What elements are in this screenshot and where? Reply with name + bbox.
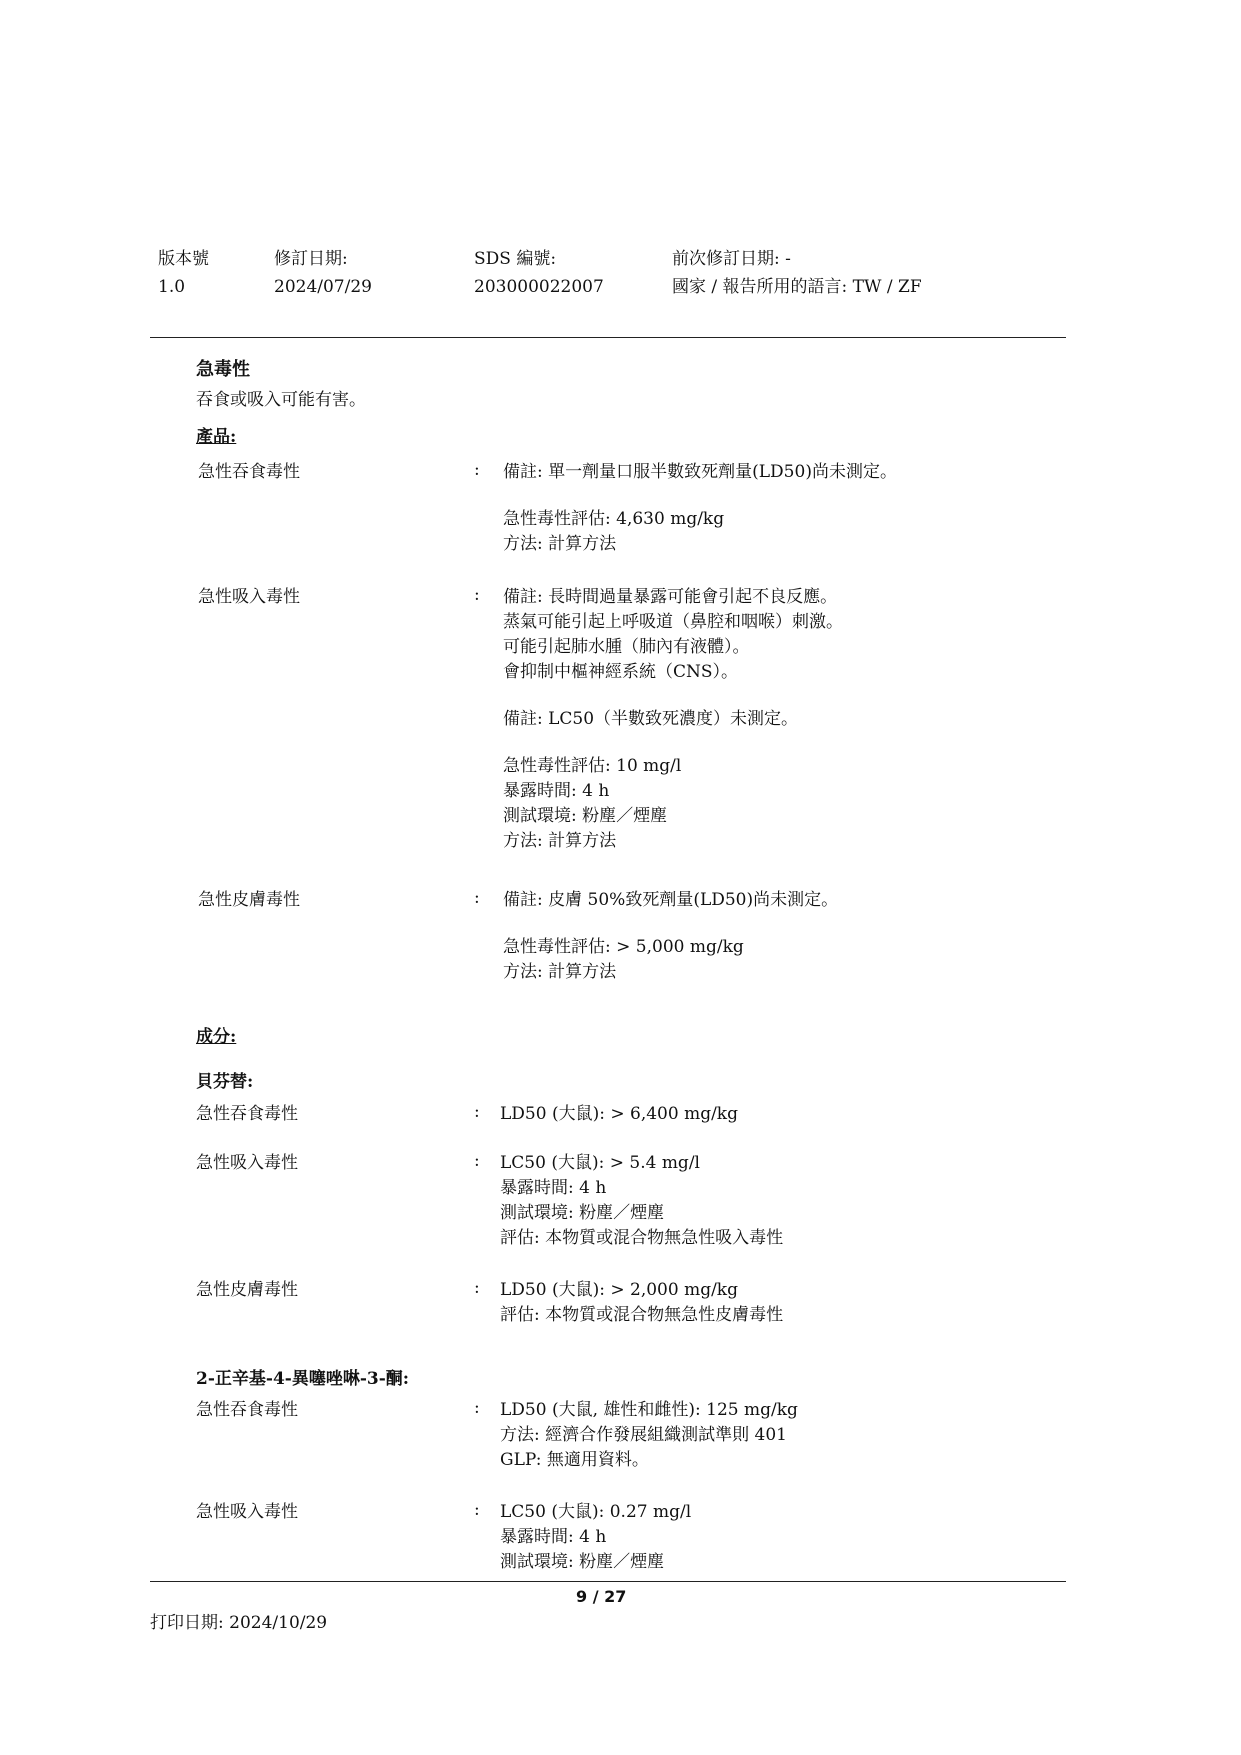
version-label: 版本號 bbox=[158, 249, 209, 269]
colon: : bbox=[474, 1278, 480, 1298]
prev-revision: 前次修訂日期: - bbox=[672, 249, 791, 269]
colon: : bbox=[474, 585, 480, 605]
value-line: 方法: 計算方法 bbox=[503, 962, 617, 982]
comp1-inhal-label: 急性吸入毒性 bbox=[196, 1153, 298, 1173]
product-inhal-label: 急性吸入毒性 bbox=[198, 587, 300, 607]
colon: : bbox=[474, 888, 480, 908]
comp1-inhal-values bbox=[500, 1151, 783, 1251]
value-line: 評估: 本物質或混合物無急性皮膚毒性 bbox=[500, 1305, 784, 1325]
footer-rule bbox=[150, 1581, 1066, 1582]
comp2-inhal-values bbox=[500, 1500, 691, 1575]
colon: : bbox=[474, 1151, 480, 1171]
product-dermal-label: 急性皮膚毒性 bbox=[198, 890, 300, 910]
colon: : bbox=[474, 1500, 480, 1520]
components-heading: 成分: bbox=[196, 1027, 237, 1047]
value-line: 測試環境: 粉塵／煙塵 bbox=[503, 806, 668, 826]
comp1-dermal-label: 急性皮膚毒性 bbox=[196, 1280, 298, 1300]
revision-value: 2024/07/29 bbox=[274, 277, 372, 297]
value-line: 方法: 經濟合作發展組織測試準則 401 bbox=[500, 1425, 787, 1445]
value-line: 評估: 本物質或混合物無急性吸入毒性 bbox=[500, 1228, 784, 1248]
value-line: 備註: 單一劑量口服半數致死劑量(LD50)尚未測定。 bbox=[503, 462, 897, 482]
value-line: 會抑制中樞神經系統（CNS）。 bbox=[503, 662, 739, 682]
comp1-oral-label: 急性吞食毒性 bbox=[196, 1104, 298, 1124]
value-line: 急性毒性評估: > 5,000 mg/kg bbox=[503, 937, 744, 957]
component-2-name: 2-正辛基-4-異噻唑啉-3-酮: bbox=[196, 1369, 410, 1389]
comp1-oral-values bbox=[500, 1102, 738, 1127]
colon: : bbox=[474, 1102, 480, 1122]
section-summary: 吞食或吸入可能有害。 bbox=[196, 390, 366, 410]
value-line: 可能引起肺水腫（肺內有液體）。 bbox=[503, 637, 750, 657]
value-line: 測試環境: 粉塵／煙塵 bbox=[500, 1552, 665, 1572]
product-oral-values bbox=[503, 460, 897, 557]
value-line: 方法: 計算方法 bbox=[503, 831, 617, 851]
sds-label: SDS 編號: bbox=[474, 249, 557, 269]
value-line: LC50 (大鼠): > 5.4 mg/l bbox=[500, 1153, 700, 1173]
product-heading: 產品: bbox=[196, 427, 237, 447]
value-line: 暴露時間: 4 h bbox=[503, 781, 610, 801]
value-line: 備註: 皮膚 50%致死劑量(LD50)尚未測定。 bbox=[503, 890, 839, 910]
colon: : bbox=[474, 1398, 480, 1418]
product-inhal-values bbox=[503, 585, 843, 854]
value-line: 急性毒性評估: 4,630 mg/kg bbox=[503, 509, 725, 529]
comp2-oral-values bbox=[500, 1398, 798, 1473]
value-line: LC50 (大鼠): 0.27 mg/l bbox=[500, 1502, 692, 1522]
sds-value: 203000022007 bbox=[474, 277, 604, 297]
value-line: 蒸氣可能引起上呼吸道（鼻腔和咽喉）刺激。 bbox=[503, 612, 843, 632]
value-line: LD50 (大鼠): > 2,000 mg/kg bbox=[500, 1280, 738, 1300]
value-line: GLP: 無適用資料。 bbox=[500, 1450, 649, 1470]
value-line: 備註: 長時間過量暴露可能會引起不良反應。 bbox=[503, 587, 838, 607]
value-line: 暴露時間: 4 h bbox=[500, 1178, 607, 1198]
print-date: 打印日期: 2024/10/29 bbox=[150, 1613, 328, 1633]
value-line: 急性毒性評估: 10 mg/l bbox=[503, 756, 682, 776]
value-line: 方法: 計算方法 bbox=[503, 534, 617, 554]
header-rule bbox=[150, 337, 1066, 338]
product-oral-label: 急性吞食毒性 bbox=[198, 462, 300, 482]
value-line: 測試環境: 粉塵／煙塵 bbox=[500, 1203, 665, 1223]
section-title: 急毒性 bbox=[196, 359, 250, 380]
revision-label: 修訂日期: bbox=[274, 249, 348, 269]
value-line: LD50 (大鼠): > 6,400 mg/kg bbox=[500, 1104, 738, 1124]
country-language: 國家 / 報告所用的語言: TW / ZF bbox=[672, 277, 922, 297]
comp1-dermal-values bbox=[500, 1278, 783, 1328]
component-1-name: 貝芬替: bbox=[196, 1072, 254, 1092]
comp2-inhal-label: 急性吸入毒性 bbox=[196, 1502, 298, 1522]
product-dermal-values bbox=[503, 888, 838, 985]
value-line: 暴露時間: 4 h bbox=[500, 1527, 607, 1547]
comp2-oral-label: 急性吞食毒性 bbox=[196, 1400, 298, 1420]
version-value: 1.0 bbox=[158, 277, 186, 297]
colon: : bbox=[474, 460, 480, 480]
page-number: 9 / 27 bbox=[576, 1587, 627, 1606]
value-line: LD50 (大鼠, 雄性和雌性): 125 mg/kg bbox=[500, 1400, 798, 1420]
value-line: 備註: LC50（半數致死濃度）未測定。 bbox=[503, 709, 799, 729]
